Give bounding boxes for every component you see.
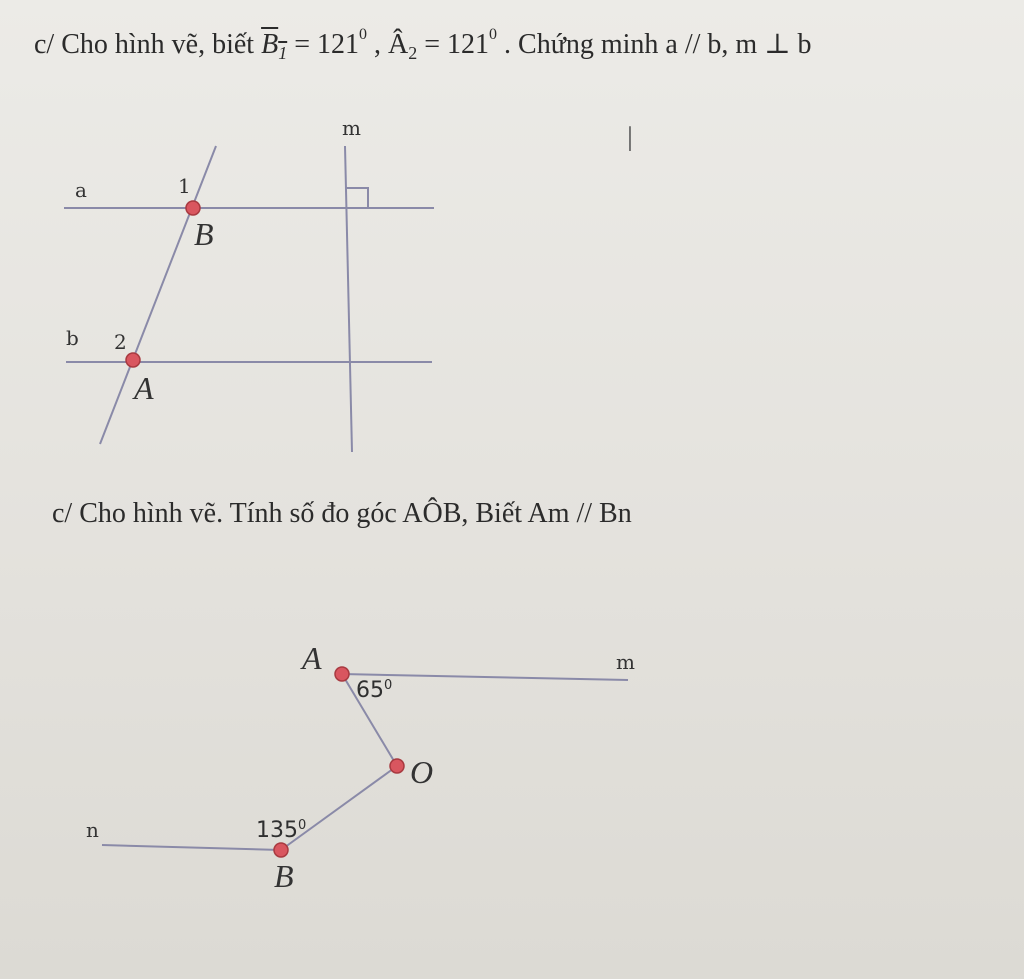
figure-1	[64, 146, 434, 452]
angle-b1-label: $B_1$	[261, 29, 288, 63]
label-ray-n: n	[86, 818, 99, 842]
label-angle-a: $65^0$	[356, 678, 393, 703]
text-cursor-icon: I	[625, 120, 636, 160]
label-point-b: B	[194, 216, 214, 252]
transversal-line	[100, 146, 216, 444]
problem-2-statement: c/ Cho hình vẽ. Tính số đo góc AÔB, Biết Am // Bn	[52, 498, 632, 529]
point-o	[390, 759, 404, 773]
problem-1-suffix: . Chứng minh a // b, m ⊥ b	[497, 29, 812, 60]
angle-a2-equals: = 121	[417, 29, 490, 60]
ray-bn	[102, 845, 281, 850]
point-a	[126, 353, 140, 367]
label-point-a-2: A	[302, 640, 322, 676]
label-line-a: a	[75, 178, 87, 202]
angle-a2-label: Â	[387, 29, 409, 60]
degree-mark-2: 0	[489, 26, 498, 43]
label-ray-m: m	[616, 650, 635, 674]
label-point-o: O	[410, 754, 434, 790]
problem-1-prefix: c/ Cho hình vẽ, biết	[34, 29, 262, 60]
angle-b1-equals: = 121	[287, 29, 359, 60]
label-angle-2: 2	[114, 330, 127, 354]
label-point-a: A	[134, 370, 154, 406]
degree-mark-1: 0	[358, 26, 367, 43]
point-b	[186, 201, 200, 215]
point-a-2	[335, 667, 349, 681]
separator-comma: ,	[366, 29, 388, 60]
right-angle-mark	[346, 188, 368, 208]
label-line-m: m	[342, 116, 361, 140]
label-angle-b: $135^0$	[256, 818, 307, 843]
label-line-b: b	[66, 326, 79, 350]
line-m	[345, 146, 352, 452]
angle-a2-subscript: 2	[408, 43, 418, 63]
label-angle-1: 1	[178, 174, 191, 198]
label-point-b-2: B	[274, 858, 294, 894]
point-b-2	[274, 843, 288, 857]
